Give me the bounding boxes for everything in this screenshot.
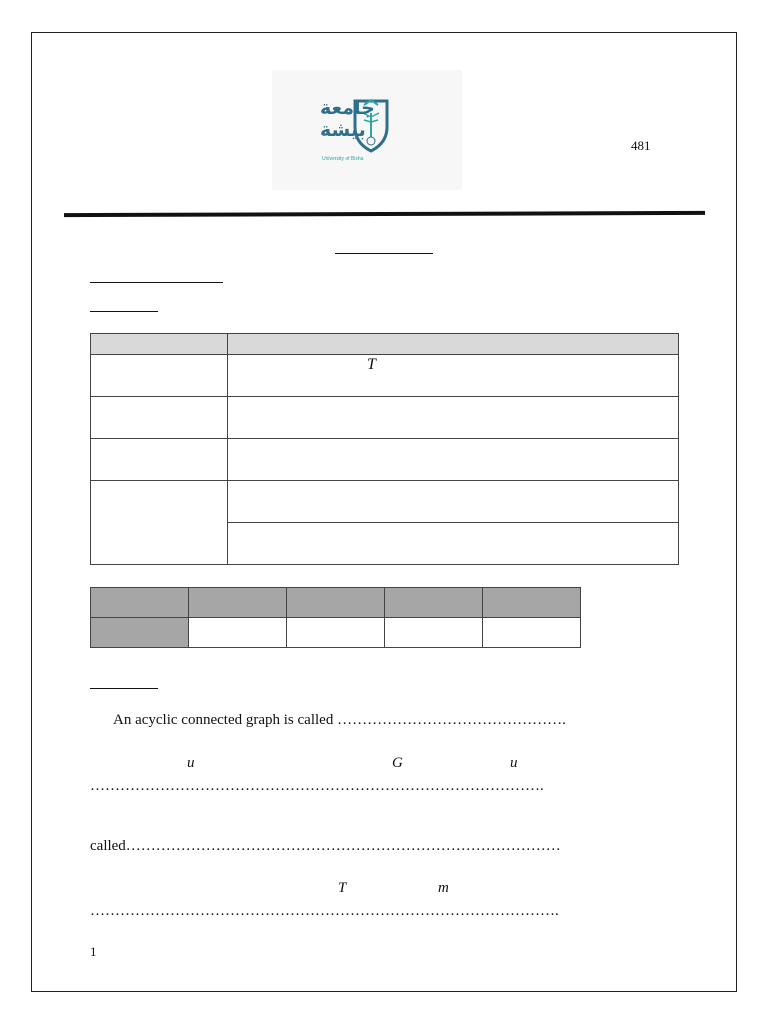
info-table-cell (91, 355, 228, 397)
title-underline (335, 253, 433, 254)
score-table-cell (287, 588, 385, 618)
logo-english-text: University of Bisha (322, 156, 364, 162)
symbol-u: u (510, 755, 518, 771)
info-table-cell (91, 439, 228, 481)
question-4-dots: …………………………………………………………………………………. (90, 903, 559, 919)
score-table-header-row (91, 588, 581, 618)
info-table-row (91, 355, 679, 397)
score-table-cell (91, 588, 189, 618)
symbol-m: m (438, 880, 449, 896)
logo-arabic-line1: جامعة (320, 97, 375, 119)
logo-arabic-line2: بيشة (320, 119, 366, 141)
question-1: An acyclic connected graph is called ………………………………………. (113, 712, 566, 728)
info-table-cell (228, 523, 679, 565)
university-logo (272, 70, 462, 190)
info-table-cell (228, 439, 679, 481)
score-table-cell (91, 618, 189, 648)
info-table-header-row (91, 334, 679, 355)
score-table-cell (287, 618, 385, 648)
section-underline-2 (90, 311, 158, 312)
document-number: 481 (631, 138, 651, 153)
symbol-T: T (338, 880, 347, 896)
question-3: called…………………………………………………………………………… (90, 838, 561, 854)
info-table-cell (228, 355, 679, 397)
score-table-cell (385, 618, 483, 648)
symbol-T: T (367, 356, 376, 373)
info-table-cell (91, 481, 228, 565)
page-number: 1 (90, 944, 97, 959)
section-underline-1 (90, 282, 223, 283)
score-table-cell (483, 618, 581, 648)
score-table-cell (483, 588, 581, 618)
score-table-row (91, 618, 581, 648)
symbol-u: u (187, 755, 195, 771)
score-table-cell (189, 588, 287, 618)
info-table-row (91, 481, 679, 523)
info-table-header-cell (228, 334, 679, 355)
info-table-row (91, 397, 679, 439)
section-underline-3 (90, 688, 158, 689)
info-table-cell (91, 397, 228, 439)
question-2-dots: ………………………………………………………………………………. (90, 778, 544, 794)
score-table-cell (385, 588, 483, 618)
info-table-header-cell (91, 334, 228, 355)
score-table-cell (189, 618, 287, 648)
info-table (90, 333, 679, 565)
info-table-cell (228, 481, 679, 523)
info-table-row (91, 439, 679, 481)
info-table-cell (228, 397, 679, 439)
symbol-G: G (392, 755, 403, 771)
score-table (90, 587, 581, 648)
